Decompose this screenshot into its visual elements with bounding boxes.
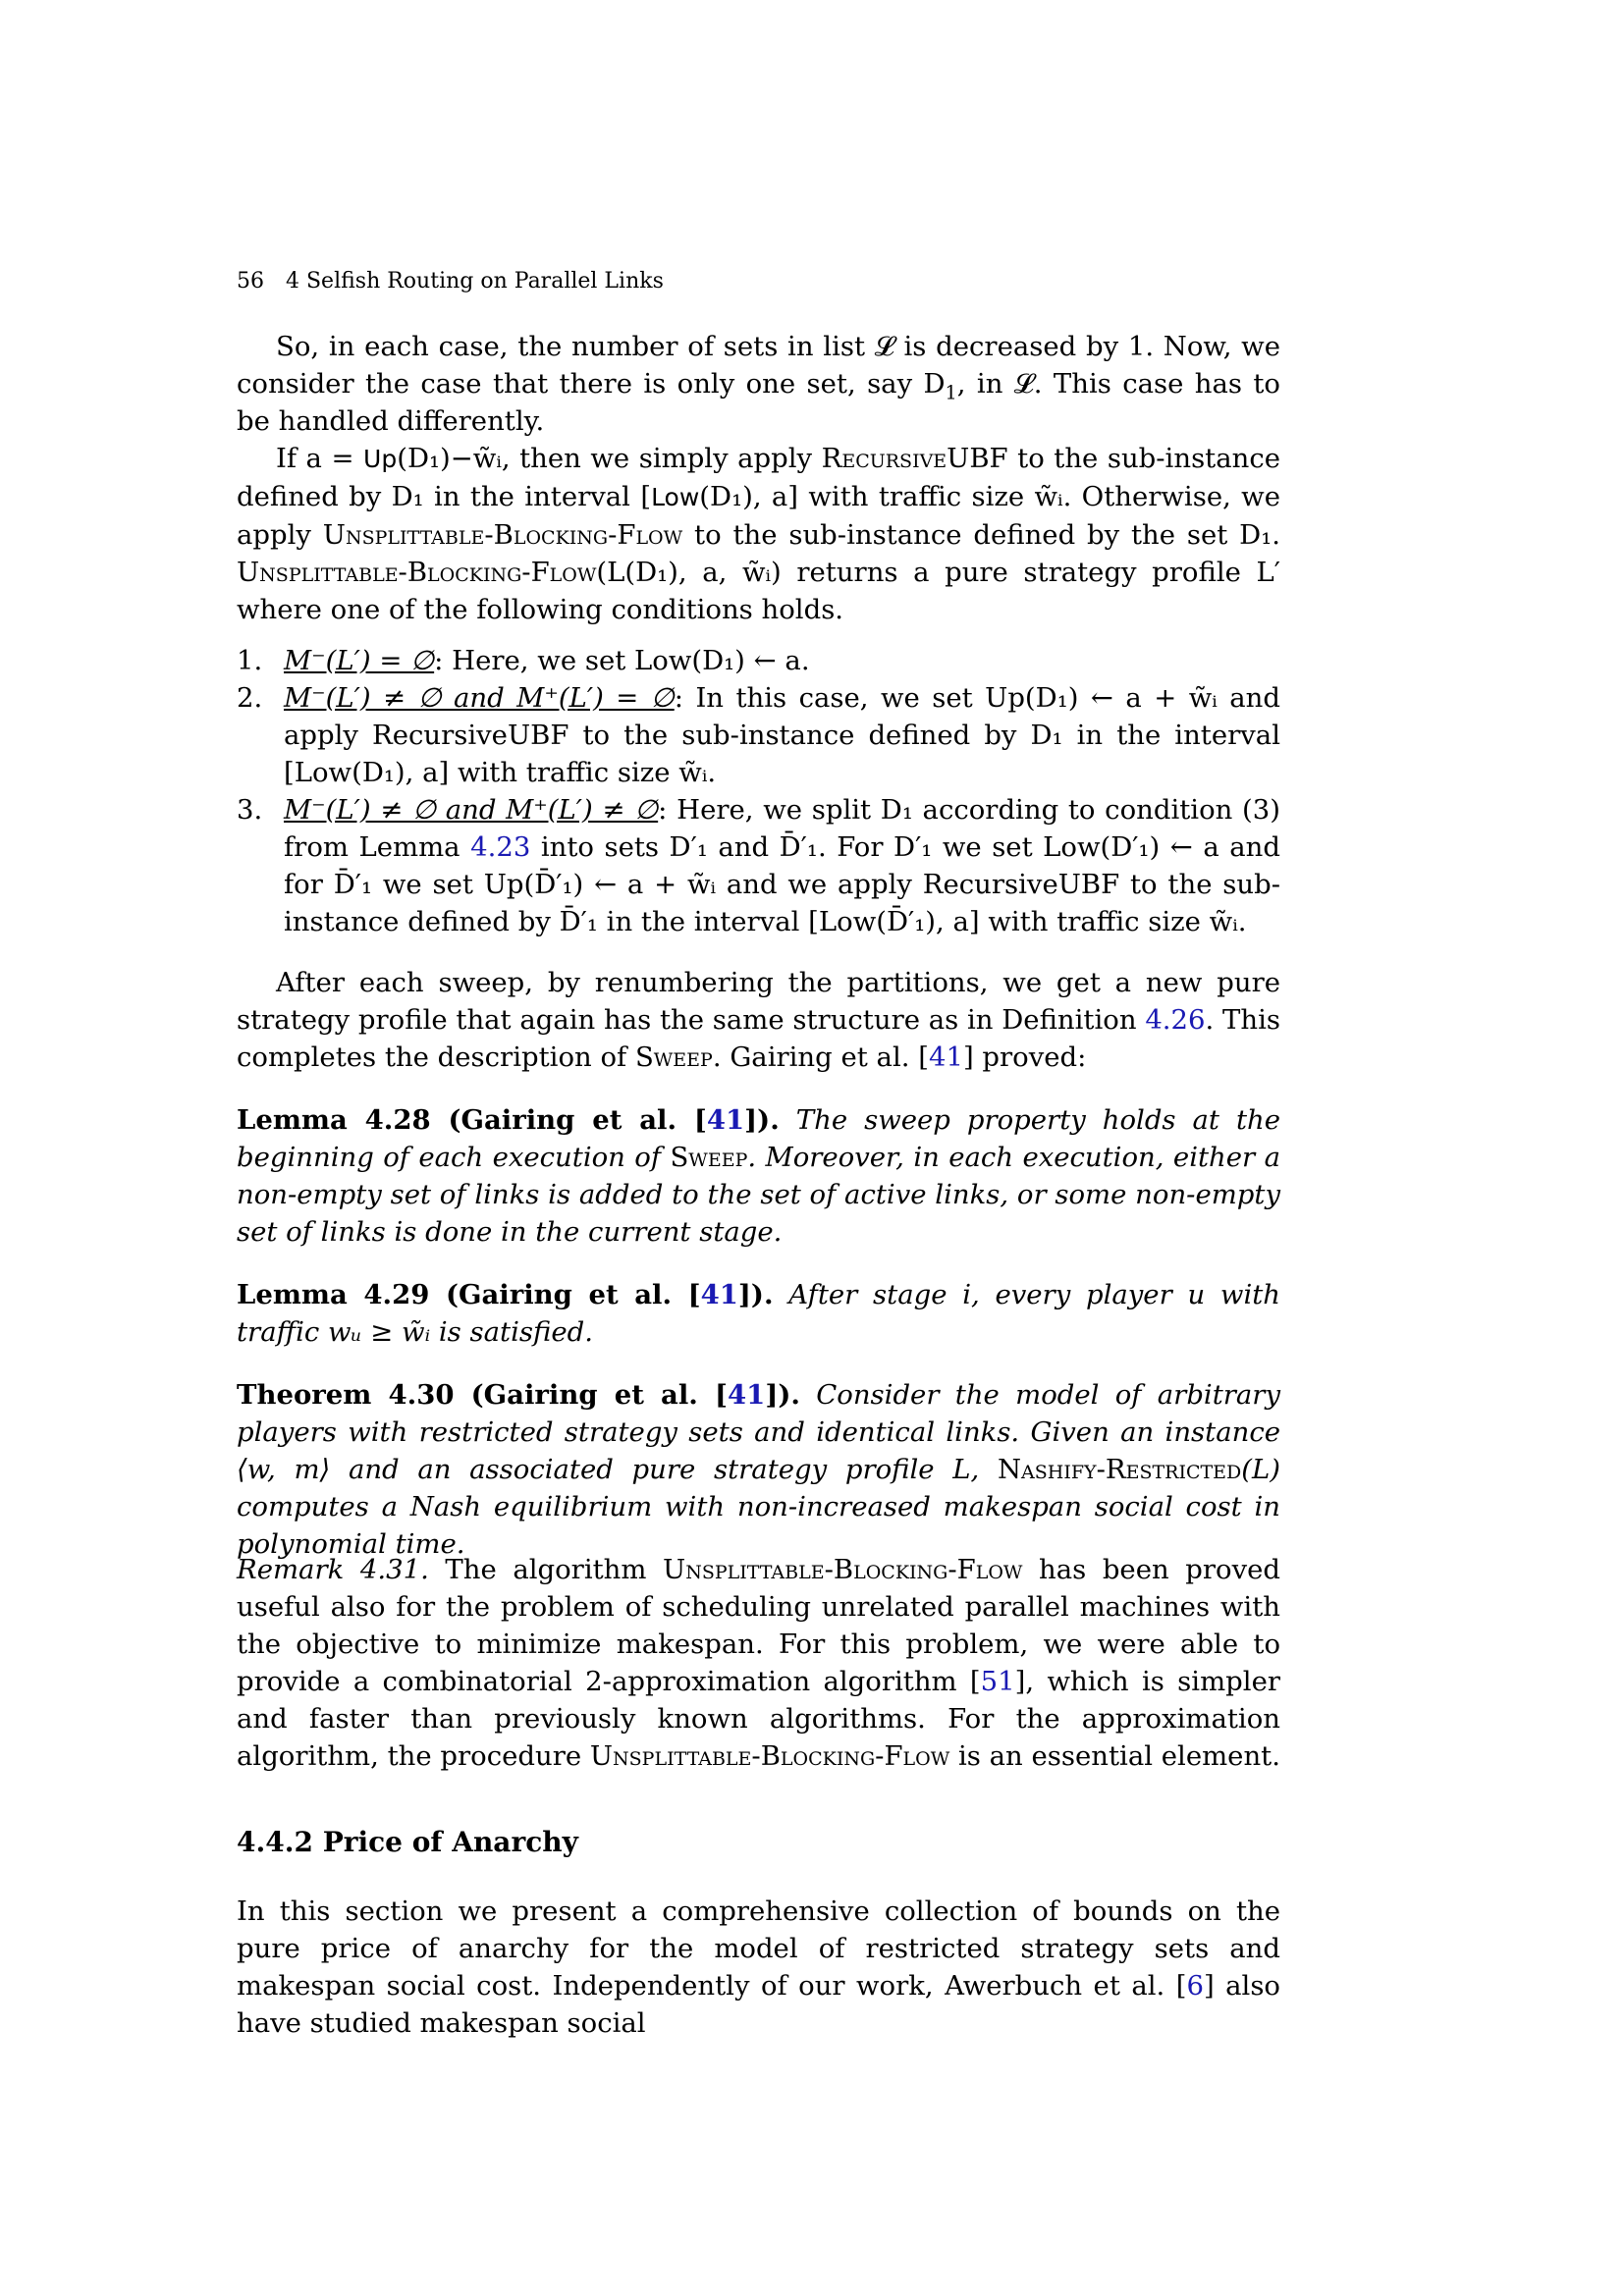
list-text: into sets D′₁ and D̄′₁. For D′₁ we set Low(D′₁) ← a and for D̄′₁ we set Up(D̄′₁) ← a + w̃ᵢ and we apply RecursiveUBF to the sub-instance defined by D̄′₁ in the interval [Low(D̄′₁), a] with traffic size w̃ᵢ.: [284, 831, 1280, 937]
lemma-body: After stage i, every player u with traffic wᵤ ≥ w̃ᵢ is satisfied.: [237, 1279, 1280, 1348]
ubf-name: Unsplittable-Blocking-Flow: [322, 519, 683, 551]
list-item: [237, 679, 1280, 791]
paragraph-4: [237, 1893, 1280, 2042]
lemma-label: Lemma 4.28 (Gairing et al. [: [237, 1104, 707, 1136]
para3-text: . Gairing et al. [: [712, 1041, 929, 1073]
ubf-name: Unsplittable-Blocking-Flow: [663, 1554, 1023, 1585]
para3-text: ] proved:: [962, 1041, 1087, 1073]
list-text: : Here, we set Low(D₁) ← a.: [434, 645, 810, 676]
conditions-list: [237, 642, 1280, 940]
remark-text: The algorithm: [428, 1554, 664, 1585]
ref-definition-4-26[interactable]: 4.26: [1145, 1004, 1206, 1036]
sweep-name: Sweep: [670, 1142, 748, 1173]
para2-text: (D₁)−w̃ᵢ, then we simply apply: [397, 443, 822, 474]
list-condition: M⁻(L′) = ∅: [284, 645, 435, 676]
list-item: [237, 791, 1280, 940]
para3-text: After each sweep, by renumbering the partitions, we get a new pure strategy profile that again has the same structure as in Definition: [237, 967, 1280, 1036]
low-fn: Low: [651, 483, 700, 511]
theorem-body: Consider the model of arbitrary players with restricted strategy sets and identical links. Given an instance ⟨w, m⟩ and an associated pure strategy profile L,: [237, 1379, 1280, 1485]
lemma-body: . Moreover, in each execution, either a non-empty set of links is added to the set of active links, or some non-empty set of links is done in the current stage.: [237, 1142, 1280, 1248]
para2-text: (L(D₁), a, w̃ᵢ) returns a pure strategy profile L′ where one of the following conditions holds.: [237, 557, 1280, 625]
nashify-restricted: Nashify-Restricted: [997, 1454, 1242, 1485]
remark-label: Remark 4.31.: [237, 1554, 429, 1585]
citation-51[interactable]: 51: [980, 1666, 1015, 1697]
ref-lemma-4-23[interactable]: 4.23: [470, 831, 531, 863]
theorem-label-end: ]).: [765, 1379, 800, 1411]
chapter-title: 4 Selfish Routing on Parallel Links: [286, 269, 664, 294]
running-header: [237, 269, 664, 294]
section-heading: [237, 1826, 1280, 1858]
para2-text: (D₁), a] with traffic size w̃ᵢ. Otherwise, we apply: [237, 481, 1280, 551]
lemma-label: Lemma 4.29 (Gairing et al. [: [237, 1279, 701, 1310]
para2-text: to the sub-instance defined by the set D₁.: [682, 519, 1280, 551]
paragraph-1: So, in each case, the number of sets in list 𝓛 is decreased by 1. Now, we consider the case that there is only one set, say $D_1$, in 𝓛. This case has to be handled differently.: [237, 331, 1280, 437]
para1-text-b: , in 𝓛. This case has to be handled differently.: [237, 368, 1280, 437]
lemma-4-28: [237, 1101, 1280, 1251]
recursive-ubf: RecursiveUBF: [821, 443, 1008, 474]
page-number: 56: [237, 269, 264, 294]
ubf-name: Unsplittable-Blocking-Flow: [237, 557, 597, 588]
list-number: 1.: [237, 645, 263, 676]
remark-4-31: [237, 1551, 1280, 1775]
theorem-body: (L) computes a Nash equilibrium with non-increased makespan social cost in polynomial time.: [237, 1454, 1280, 1560]
para2-text: If a =: [276, 443, 364, 474]
list-text: : Here, we split D₁ according to condition (3) from Lemma: [284, 794, 1280, 863]
remark-text: has been proved useful also for the problem of scheduling unrelated parallel machines with the objective to minimize makespan. For this problem, we were able to provide a combinatorial 2-approximation algorithm [: [237, 1554, 1280, 1697]
list-number: 2.: [237, 682, 263, 714]
lemma-label-end: ]).: [737, 1279, 774, 1310]
ubf-name: Unsplittable-Blocking-Flow: [589, 1740, 950, 1772]
theorem-label: Theorem 4.30 (Gairing et al. [: [237, 1379, 729, 1411]
list-text: : In this case, we set Up(D₁) ← a + w̃ᵢ and apply RecursiveUBF to the sub-instance defined by D₁ in the interval [Low(D₁), a] with traffic size w̃ᵢ.: [284, 682, 1280, 788]
list-condition: M⁻(L′) ≠ ∅ and M⁺(L′) ≠ ∅: [284, 794, 659, 826]
para3-text: . This completes the description of: [237, 1004, 1281, 1073]
citation-41[interactable]: 41: [928, 1041, 963, 1073]
lemma-body: The sweep property holds at the beginning of each execution of: [237, 1104, 1280, 1173]
citation-6[interactable]: 6: [1186, 1970, 1204, 2002]
citation-41[interactable]: 41: [706, 1104, 745, 1136]
remark-text: ], which is simpler and faster than previously known algorithms. For the approximation algorithm, the procedure: [237, 1666, 1280, 1772]
section-title: 4.4.2 Price of Anarchy: [237, 1826, 578, 1858]
sweep-name: Sweep: [634, 1041, 713, 1073]
lemma-4-29: [237, 1276, 1280, 1351]
para4-text: In this section we present a comprehensive collection of bounds on the pure price of anarchy for the model of restricted strategy sets and makespan social cost. Independently of our work, Awerbuch et al. [: [237, 1896, 1280, 2002]
theorem-4-30: [237, 1376, 1280, 1563]
para2-text: to the sub-instance defined by D₁ in the interval [: [237, 443, 1281, 512]
para4-text: ] also have studied makespan social: [237, 1970, 1280, 2039]
up-fn: Up: [363, 445, 398, 473]
list-condition: M⁻(L′) ≠ ∅ and M⁺(L′) = ∅: [284, 682, 675, 714]
paragraph-3: [237, 964, 1280, 1076]
list-number: 3.: [237, 794, 263, 826]
para1-text-a: So, in each case, the number of sets in list 𝓛 is decreased by 1. Now, we consider the case that there is only one set, say D: [237, 331, 1280, 400]
paragraph-2: [237, 440, 1280, 628]
list-item: [237, 642, 1280, 679]
lemma-label-end: ]).: [744, 1104, 780, 1136]
citation-41[interactable]: 41: [728, 1379, 766, 1411]
citation-41[interactable]: 41: [700, 1279, 738, 1310]
remark-text: is an essential element.: [949, 1740, 1280, 1772]
